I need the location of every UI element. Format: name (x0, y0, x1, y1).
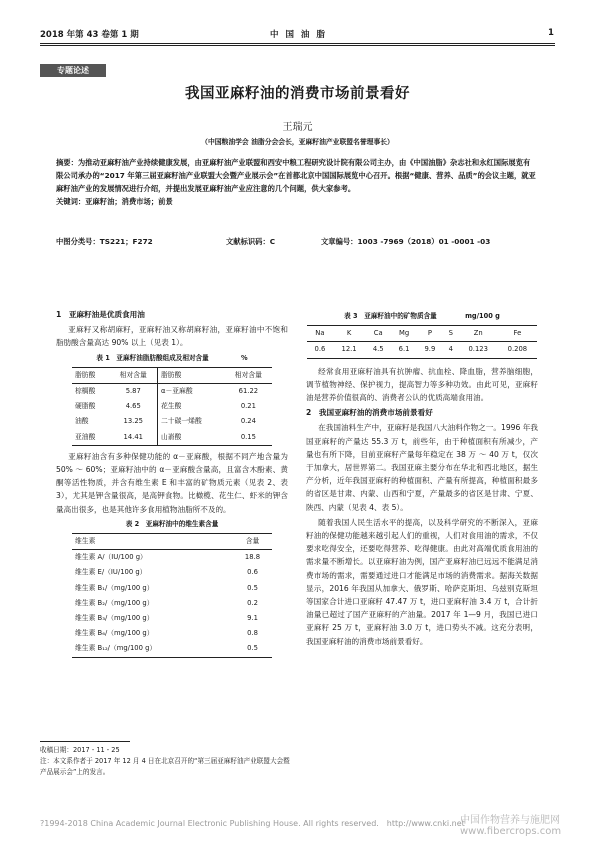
paragraph-5: 随着我国人民生活水平的提高，以及科学研究的不断深入，亚麻籽油的保健功能越来越引起人们的重视，人们对食用油的需求，不仅要求吃得安全，还要吃得营养、吃得健康。由此对高端优质食用油的需求量不断增长。以亚麻籽油为例，国产亚麻籽油已远远不能满足消费市场的需求，需要通过进口才能满足市场的消费需求。据海关数据显示，2016 年我国从加拿大、俄罗斯、哈萨克斯坦、乌兹别克斯坦等国家合计进口亚麻籽 47.47 万 t，进口亚麻籽油 3.4 万 t，合计折油量已超过了国产亚麻籽的产油量。2017 年 1—9 月，我国已进口亚麻籽 25 万 t，亚麻籽油 3.0 万 t，进口势头不减。这充分表明，我国亚麻籽油的消费市场前景看好。 (306, 517, 538, 646)
table-row: 油酸 13.25 二十碳一烯酸 0.24 (72, 414, 272, 429)
header-rule-thin (40, 45, 555, 46)
paragraph-2: 亚麻籽油含有多种保健功能的 α－亚麻酸，根据不同产地含量为 50% ～ 60%；亚麻籽油中的 α－亚麻酸含量高，且富含木酚素、黄酮等活性物质，并含有维生素 E 和丰富的矿物质元素（见表 2、表 3），尤其是钾含量很高，是高钾食物。比橄榄、花生仁、虾米的钾含量高出很多，也是其他许多食用植物油脂所不及的。 (56, 451, 288, 514)
table-3-minerals: Na K Ca Mg P S Zn Fe 0.6 12.1 4.5 6.1 9.9 4 0.123 0.208 (307, 325, 537, 358)
table-2-caption: 表 2 亚麻籽油中的维生素含量 (125, 519, 219, 528)
keywords: 关键词：亚麻籽油；消费市场；前景 (56, 197, 173, 206)
table-row: 维生素 B₂/（mg/100 g） 0.2 (75, 598, 258, 607)
author-affiliation: （中国粮油学会 油脂分会会长，亚麻籽油产业联盟名誉理事长） (201, 138, 394, 146)
table-row: 硬脂酸 4.65 花生酸 0.21 (72, 399, 272, 414)
abstract-text: 摘要：为推动亚麻籽油产业持续健康发展，由亚麻籽油产业联盟和西安中粮工程研究设计院有限公司主办，由《中国油脂》杂志社和永红国际展览有限公司承办的“2017 年第三届亚麻籽油产业联盟大会暨产业展示会”在首都北京中国国际展览中心召开。根据“健康、营养、品质”的会议主题，就亚麻籽油产业的发展情况进行介绍，并提出发展亚麻籽油产业应注意的几个问题，供大家参考。 (56, 158, 536, 193)
table-row: 维生素 E/（IU/100 g） 0.6 (75, 568, 258, 577)
header-rule (40, 43, 555, 44)
table-row: 维生素 B₆/（mg/100 g） 0.8 (75, 629, 258, 638)
table-row: 维生素 B₃/（mg/100 g） 9.1 (75, 614, 258, 623)
article-number: 文章编号：1003 -7969（2018）01 -0001 -03 (321, 237, 491, 246)
table-row: 维生素 B₁₂/（mg/100 g） 0.5 (72, 641, 272, 657)
footnote-note: 注：本文系作者于 2017 年 12 月 4 日在北京召开的“第三届亚麻籽油产业联盟大会暨产品展示会”上的发言。 (40, 757, 290, 776)
section-1-heading: 1 亚麻籽油是优质食用油 (56, 310, 145, 319)
document-code: 文献标识码：C (226, 237, 276, 246)
page-number: 1 (548, 28, 554, 38)
table-1-fatty-acids: 脂肪酸 相对含量 脂肪酸 相对含量 棕榈酸 5.87 α－亚麻酸 61.22 硬脂酸 4.65 花生酸 0.21 油酸 13.25 二十碳一烯酸 0.24 亚油酸 14.41 山嵛酸 0.15 (72, 367, 272, 446)
column-tag: 专题论述 (40, 64, 106, 77)
copyright-notice: ?1994-2018 China Academic Journal Electronic Publishing House. All rights reserved. http://www.cnki.net (40, 819, 465, 828)
journal-name: 中 国 油 脂 (270, 30, 327, 40)
table-row: 棕榈酸 5.87 α－亚麻酸 61.22 (72, 384, 272, 400)
clc-number: 中图分类号：TS221；F272 (56, 237, 153, 246)
author-name: 王瑞元 (282, 122, 313, 133)
footnote (40, 741, 290, 778)
site-watermark: 中国作物营养与施肥网 www.fibercrops.com (460, 815, 562, 837)
section-2-heading: 2 我国亚麻籽油的消费市场前景看好 (306, 408, 433, 418)
paragraph-1: 亚麻籽又称胡麻籽，亚麻籽油又称胡麻籽油，亚麻籽油中不饱和脂肪酸含量高达 90% 以上（见表 1）。 (56, 325, 288, 348)
table-row: 亚油酸 14.41 山嵛酸 0.15 (72, 430, 272, 446)
abstract-block (56, 156, 536, 208)
article-title: 我国亚麻籽油的消费市场前景看好 (185, 86, 410, 102)
received-date: 收稿日期：2017 - 11 - 25 (40, 746, 120, 754)
right-column (306, 308, 538, 650)
footnote-rule (40, 741, 130, 742)
table-row: 0.6 12.1 4.5 6.1 9.9 4 0.123 0.208 (307, 342, 537, 358)
paragraph-3: 经常食用亚麻籽油具有抗肿瘤、抗血栓、降血脂，营养脑细胞，调节植物神经、保护视力，提高智力等多种功效。由此可见，亚麻籽油是营养价值很高的、消费者公认的优质高端食用油。 (306, 366, 538, 403)
table-row: 维生素 A/（IU/100 g） 18.8 (75, 553, 261, 562)
issue-info: 2018 年第 43 卷第 1 期 (40, 30, 139, 40)
paragraph-4: 在我国油料生产中，亚麻籽是我国八大油料作物之一。1996 年我国亚麻籽的产量达 55.3 万 t，前些年，由于种植面积有所减少，产量也有所下降，目前亚麻籽产量每年稳定在 38 万 ～ 40 万 t，仅次于加拿大，居世界第二。我国亚麻主要分布在华北和西北地区，据生产分析，近年我国亚麻籽的种植面积、产量有所提高，种植面积最多的省区是甘肃、内蒙、山西和宁夏，产量最多的省区是甘肃、宁夏、陕西、内蒙（见表 4、表 5）。 (306, 423, 538, 512)
table-1-caption: 表 1 亚麻籽油脂肪酸组成及相对含量 % (96, 353, 248, 362)
table-2-vitamins: 维生素 含量 维生素 A/（IU/100 g） 18.8 维生素 E/（IU/100 g） 0.6 维生素 B₁/（mg/100 g） 0.5 维生素 B₂/（mg/100 g） 0.2 维生素 B₃/（mg/100 g） 9.1 维生素 B₆/（mg/100 g） 0.8 维生素 B₁₂/（mg/100 g） 0.5 (72, 533, 272, 658)
left-column (56, 308, 288, 662)
table-row: 维生素 B₁/（mg/100 g） 0.5 (75, 583, 258, 592)
table-3-caption: 表 3 亚麻籽油中的矿物质含量 mg/100 g (344, 312, 500, 320)
